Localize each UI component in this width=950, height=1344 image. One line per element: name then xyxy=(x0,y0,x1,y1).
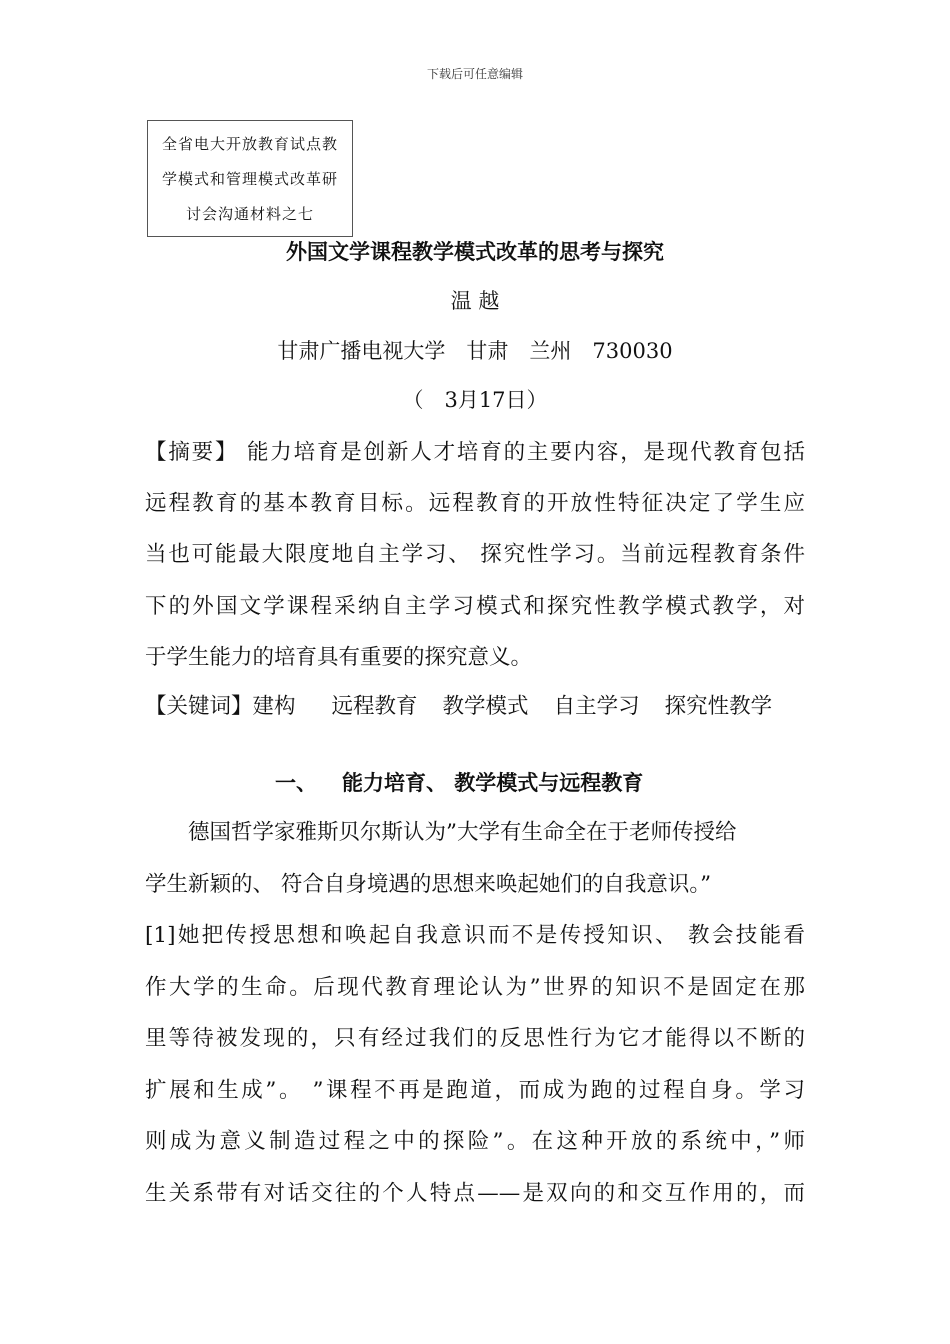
body-line: 里等待被发现的，只有经过我们的反思性行为它才能得以不断的 xyxy=(145,1026,805,1051)
boxed-note-line: 全省电大开放教育试点教 xyxy=(161,135,338,153)
abstract-line: 于学生能力的培育具有重要的探究意义。 xyxy=(145,645,533,670)
document-date: （ 3月17日） xyxy=(402,388,548,412)
keywords xyxy=(145,689,772,720)
keyword: 建构 xyxy=(252,694,296,719)
boxed-note-line: 学模式和管理模式改革研 xyxy=(161,170,338,188)
body-line: 则成为意义制造过程之中的探险”。在这种开放的系统中，”师 xyxy=(145,1129,805,1154)
document-title: 外国文学课程教学模式改革的思考与探究 xyxy=(286,239,664,264)
abstract-line: 当也可能最大限度地自主学习、 探究性学习。当前远程教育条件 xyxy=(145,542,805,567)
keyword: 自主学习 xyxy=(553,694,640,719)
boxed-note-line: 讨会沟通材料之七 xyxy=(185,205,314,223)
author-name: 温 越 xyxy=(450,289,500,313)
body-line: 学生新颖的、 符合自身境遇的思想来唤起她们的自我意识。” xyxy=(145,872,712,897)
abstract-line: 【摘要】 能力培育是创新人才培育的主要内容，是现代教育包括 xyxy=(145,440,805,465)
keyword: 远程教育 xyxy=(331,694,418,719)
author-affiliation: 甘肃广播电视大学 甘肃 兰州 730030 xyxy=(277,339,673,363)
body-line: 扩展和生成”。 ”课程不再是跑道，而成为跑的过程自身。学习 xyxy=(145,1078,805,1103)
body-line: 作大学的生命。后现代教育理论认为”世界的知识不是固定在那 xyxy=(145,975,805,1000)
section-heading: 能力培育、 教学模式与远程教育 xyxy=(342,770,644,795)
keywords-label: 【关键词】 xyxy=(145,694,253,719)
abstract-line: 远程教育的基本教育目标。远程教育的开放性特征决定了学生应 xyxy=(145,491,805,516)
keyword: 探究性教学 xyxy=(664,694,773,719)
body-line: 生关系带有对话交往的个人特点——是双向的和交互作用的，而 xyxy=(145,1181,805,1206)
body-line: [1]她把传授思想和唤起自我意识而不是传授知识、 教会技能看 xyxy=(145,923,805,948)
boxed-note xyxy=(147,120,353,237)
keyword: 教学模式 xyxy=(442,694,529,719)
abstract-line: 下的外国文学课程采纳自主学习模式和探究性教学模式教学，对 xyxy=(145,594,805,619)
page-header-note: 下载后可任意编辑 xyxy=(426,67,523,81)
section-number: 一、 xyxy=(275,770,317,795)
body-line: 德国哲学家雅斯贝尔斯认为”大学有生命全在于老师传授给 xyxy=(145,820,737,845)
